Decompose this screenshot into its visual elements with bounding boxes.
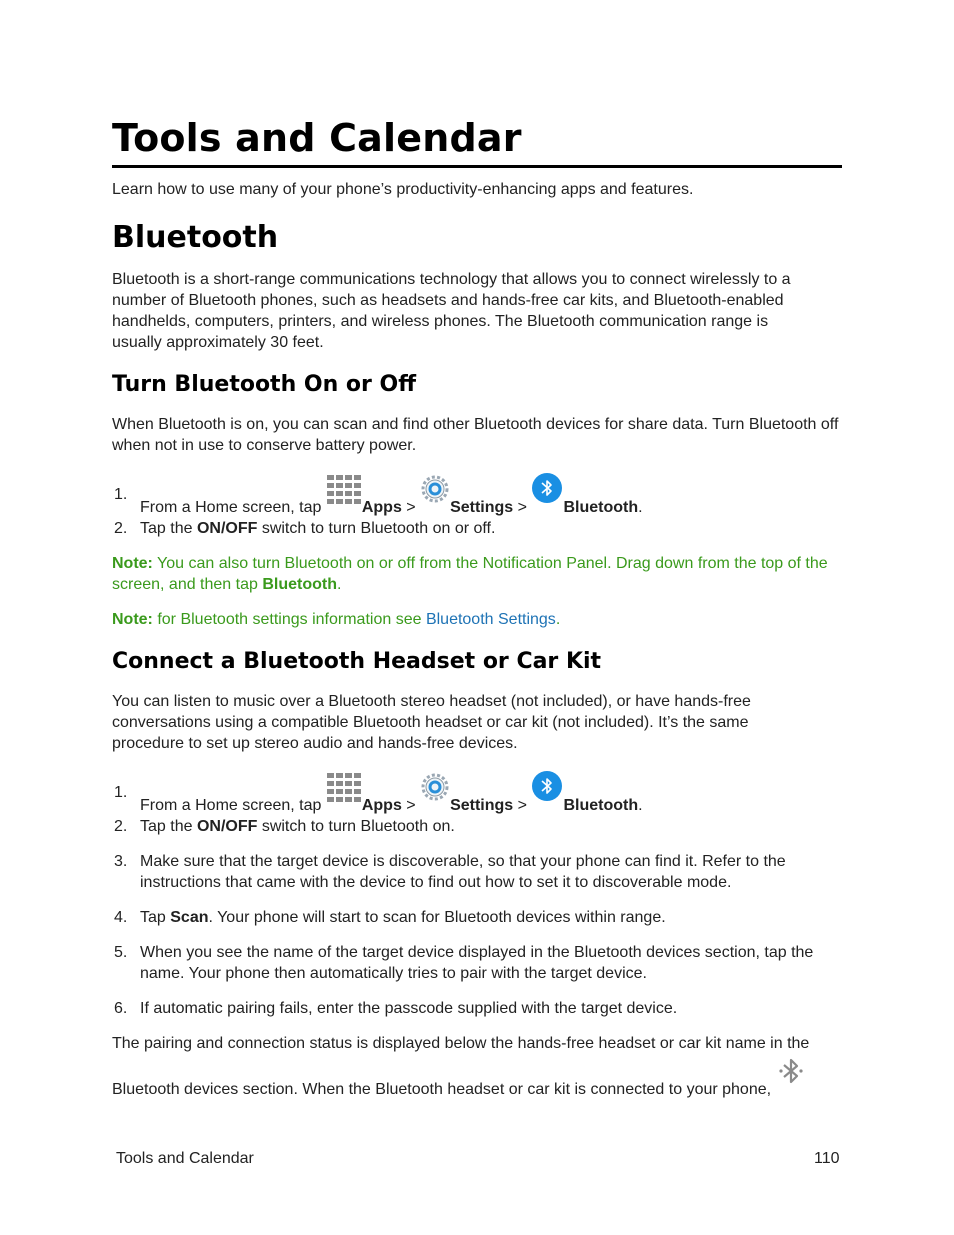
- subheading-turn-on-off: Turn Bluetooth On or Off: [112, 372, 417, 397]
- apps-grid-icon: [326, 772, 362, 810]
- list-item: 3. Make sure that the target device is discoverable, so that your phone can find it. Refer to the instructions that came with the device to find out how to set it to discoverable mode.: [114, 853, 786, 891]
- list-item: 2. Tap the ON/OFF switch to turn Bluetooth on or off.: [114, 520, 496, 537]
- subheading-connect-headset: Connect a Bluetooth Headset or Car Kit: [112, 649, 602, 674]
- footer-page-number: 110: [814, 1150, 840, 1167]
- list-item: 4. Tap Scan. Your phone will start to scan for Bluetooth devices within range.: [114, 909, 666, 926]
- bluetooth-icon: [531, 472, 563, 510]
- note-bluetooth-settings: Note: for Bluetooth settings information see Bluetooth Settings.: [112, 611, 561, 628]
- settings-gear-icon: [420, 772, 450, 808]
- note-notification-panel: Note: You can also turn Bluetooth on or off from the Notification Panel. Drag down from the top of the screen, and then tap Bluetooth.: [112, 555, 828, 593]
- intro-text: Learn how to use many of your phone’s productivity-enhancing apps and features.: [112, 181, 694, 198]
- title-rule: [112, 165, 842, 168]
- footer-section-title: Tools and Calendar: [116, 1150, 254, 1167]
- bluetooth-connected-icon: [778, 1056, 804, 1092]
- bluetooth-paragraph: Bluetooth is a short-range communications technology that allows you to connect wirelessly to a number of Bluetooth phones, such as headsets and hands-free car kits, and Bluetooth-enabled handhelds, computers, printers, and wireless phones. The Bluetooth communication range is usually approximately 30 feet.: [112, 271, 791, 351]
- bluetooth-icon: [531, 770, 563, 808]
- apps-grid-icon: [326, 474, 362, 512]
- status-paragraph-line-1: The pairing and connection status is displayed below the hands-free headset or car kit name in the: [112, 1035, 810, 1052]
- turn-on-paragraph: When Bluetooth is on, you can scan and find other Bluetooth devices for share data. Turn Bluetooth off when not in use to conserve battery power.: [112, 416, 839, 454]
- list-item: 2. Tap the ON/OFF switch to turn Bluetooth on.: [114, 818, 455, 835]
- bluetooth-settings-link[interactable]: Bluetooth Settings: [425, 611, 556, 628]
- list-item: 1. From a Home screen, tap Apps > Settings > Bluetooth.: [112, 768, 842, 808]
- section-heading-bluetooth: Bluetooth: [112, 220, 279, 255]
- connect-paragraph: You can listen to music over a Bluetooth stereo headset (not included), or have hands-free conversations using a compatible Bluetooth headset or car kit (not included). It’s the same procedure to set up stereo audio and hands-free devices.: [112, 693, 751, 752]
- list-item: 1. From a Home screen, tap Apps > Settings > Bluetooth.: [112, 470, 842, 510]
- status-paragraph-line-2: Bluetooth devices section. When the Bluetooth headset or car kit is connected to your phone,: [112, 1056, 804, 1088]
- list-item: 6. If automatic pairing fails, enter the passcode supplied with the target device.: [114, 1000, 678, 1017]
- page-title: Tools and Calendar: [112, 116, 522, 160]
- list-item: 5. When you see the name of the target device displayed in the Bluetooth devices section, tap the name. Your phone then automatically tries to pair with the target device.: [114, 944, 814, 982]
- settings-gear-icon: [420, 474, 450, 510]
